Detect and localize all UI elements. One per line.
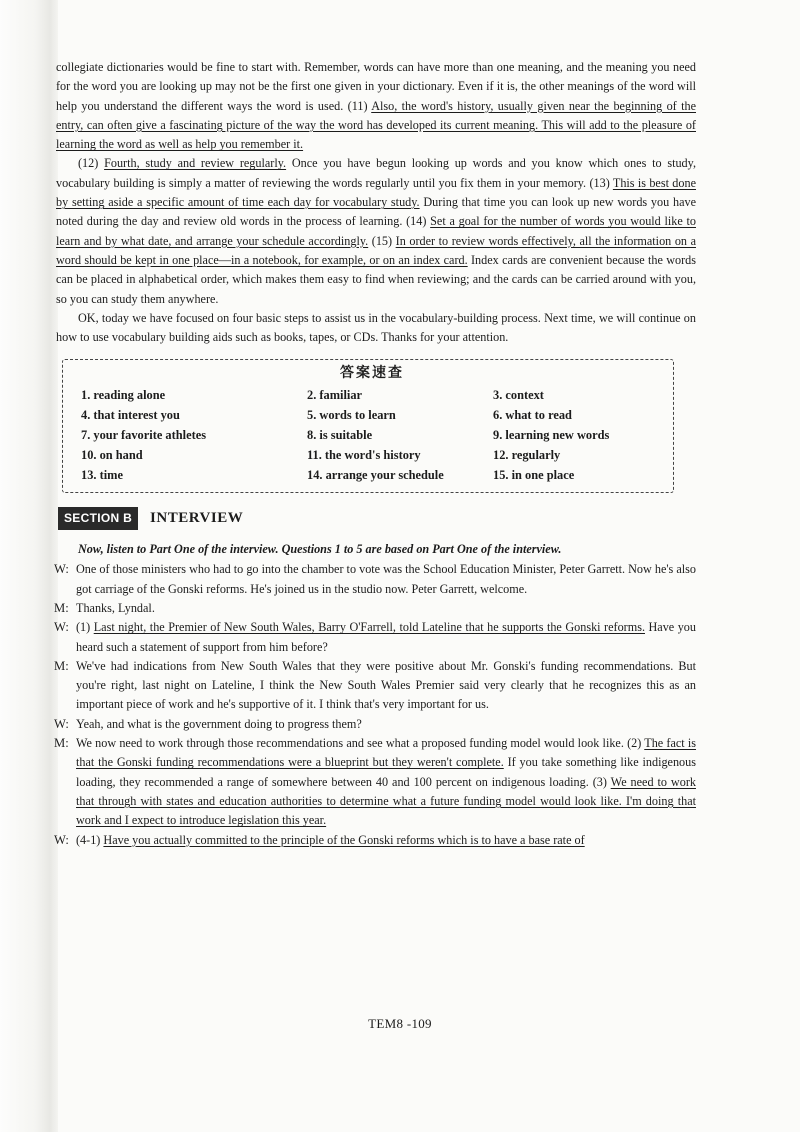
section-badge: SECTION B xyxy=(58,507,138,530)
answer-row: 10. on hand 11. the word's history 12. regularly xyxy=(81,448,561,463)
speaker-label: W: xyxy=(54,716,69,731)
answer-key-title: 答案速查 xyxy=(340,365,404,382)
dialogue-text: (1) Last night, the Premier of New South Wales, Barry O'Farrell, told Lateline that he supports the Gonski reforms. Have you heard such a statement of support from him before? xyxy=(76,620,696,654)
underlined-answer-3: We need to work that through with states and education authorities to determine what a future funding model would look like. I'm doing that work and I expect to introduce legislation this year. xyxy=(76,774,696,828)
speaker-label: W: xyxy=(54,832,69,847)
paragraph-2: (12) Fourth, study and review regularly. Once you have begun looking up words and you know which ones to study, vocabulary building is simply a matter of reviewing the words regularly until you fix them in your memory. (13) This is best done by setting aside a specific amount of time each day for vocabulary study. During that time you can look up new words you have noted during the day and review old words in the process of learning. (14) Set a goal for the number of words you would like to learn and by what date, and arrange your schedule accordingly. (15) In order to review words effectively, all the information on a word should be kept in one place—in a notebook, for example, or on an index card. Index cards are convenient because the words can be placed in alphabetical order, which makes them easy to find when reviewing; and the cards can be carried around with you, so you can study them anywhere. xyxy=(56,156,697,306)
instruction-line: Now, listen to Part One of the interview. Questions 1 to 5 are based on Part One of the interview. xyxy=(78,542,562,557)
underlined-answer-1: Last night, the Premier of New South Wales, Barry O'Farrell, told Lateline that he supports the Gonski reforms. xyxy=(93,620,645,635)
document-page xyxy=(56,58,696,850)
page-footer: TEM8 -109 xyxy=(368,1016,432,1031)
underlined-answer-12: Fourth, study and review regularly. xyxy=(104,156,287,171)
dialogue-turn xyxy=(56,831,696,850)
paragraph-3: OK, today we have focused on four basic steps to assist us in the vocabulary-building process. Next time, we will continue on how to use vocabulary building aids such as books, tapes, or CDs. Thanks for your attention. xyxy=(56,310,696,345)
dialogue-turn xyxy=(56,734,696,830)
underlined-answer-13: This is best done by setting aside a specific amount of time each day for vocabulary study. xyxy=(56,175,697,210)
dialogue-turn xyxy=(56,657,696,715)
underlined-answer-15: In order to review words effectively, all the information on a word should be kept in one place—in a notebook, for example, or on an index card. xyxy=(56,233,696,267)
dialogue-text: (4-1) Have you actually committed to the principle of the Gonski reforms which is to have a base rate of xyxy=(76,832,585,847)
dialogue-text: Thanks, Lyndal. xyxy=(76,600,155,615)
answer-row: 4. that interest you 5. words to learn 6. what to read xyxy=(81,408,572,423)
dialogue-text: We've had indications from New South Wales that they were positive about Mr. Gonski's funding recommendations. But you're right, last night on Lateline, I think the New South Wales Premier said very clearly that he recognizes this as an important piece of work and he's supportive of it. I think that's very important for us. xyxy=(76,658,696,712)
section-title: INTERVIEW xyxy=(150,509,244,526)
speaker-label: W: xyxy=(54,620,69,635)
answer-row: 7. your favorite athletes 8. is suitable 9. learning new words xyxy=(81,428,610,443)
speaker-label: M: xyxy=(54,658,69,673)
dialogue-turn xyxy=(56,715,696,734)
dialogue-text: Yeah, and what is the government doing to progress them? xyxy=(76,716,362,731)
underlined-answer-14: Set a goal for the number of words you would like to learn and by what date, and arrange your schedule accordingly. xyxy=(56,214,696,248)
speaker-label: M: xyxy=(54,736,69,751)
answer-key-box xyxy=(62,359,674,492)
dialogue-turn xyxy=(56,618,696,657)
underlined-answer-2: The fact is that the Gonski funding recommendations were a blueprint but they weren't complete. xyxy=(76,736,697,770)
dialogue-turn xyxy=(56,599,696,618)
section-header xyxy=(58,507,696,530)
answer-row: 1. reading alone 2. familiar 3. context xyxy=(81,388,544,403)
paragraph-1: collegiate dictionaries would be fine to start with. Remember, words can have more than one meaning, and the meaning you need for the word you are looking up may not be the first one given in your dictionary. Even if it is, the other meanings of the word will help you understand the different ways the word is used. (11) Also, the word's history, usually given near the beginning of the entry, can often give a fascinating picture of the way the word has developed its current meaning. This will add to the pleasure of learning the word as well as help you remember it. xyxy=(56,60,696,152)
speaker-label: W: xyxy=(54,562,69,577)
underlined-answer-11: Also, the word's history, usually given near the beginning of the entry, can often give a fascinating picture of the way the word has developed its current meaning. This will add to the pleasure of learning the word as well as help you remember it. xyxy=(56,98,696,152)
speaker-label: M: xyxy=(54,600,69,615)
dialogue-text: One of those ministers who had to go into the chamber to vote was the School Education Minister, Peter Garrett. Now he's also got carriage of the Gonski reforms. He's joined us in the studio now. Peter Garrett, welcome. xyxy=(76,562,696,596)
answer-row: 13. time 14. arrange your schedule 15. in one place xyxy=(81,468,575,483)
underlined-answer-4: Have you actually committed to the principle of the Gonski reforms which is to have a base rate of xyxy=(103,832,585,847)
dialogue-text: We now need to work through those recommendations and see what a proposed funding model would look like. (2) The fact is that the Gonski funding recommendations were a blueprint but they weren't complete. If you take something like indigenous loading, they recommended a range of somewhere between 40 and 100 percent on indigenous loading. (3) We need to work that through with states and education authorities to determine what a future funding model would look like. I'm doing that work and I expect to introduce legislation this year. xyxy=(76,736,697,828)
book-spine-shadow xyxy=(0,0,58,1132)
dialogue-turn xyxy=(56,560,696,599)
